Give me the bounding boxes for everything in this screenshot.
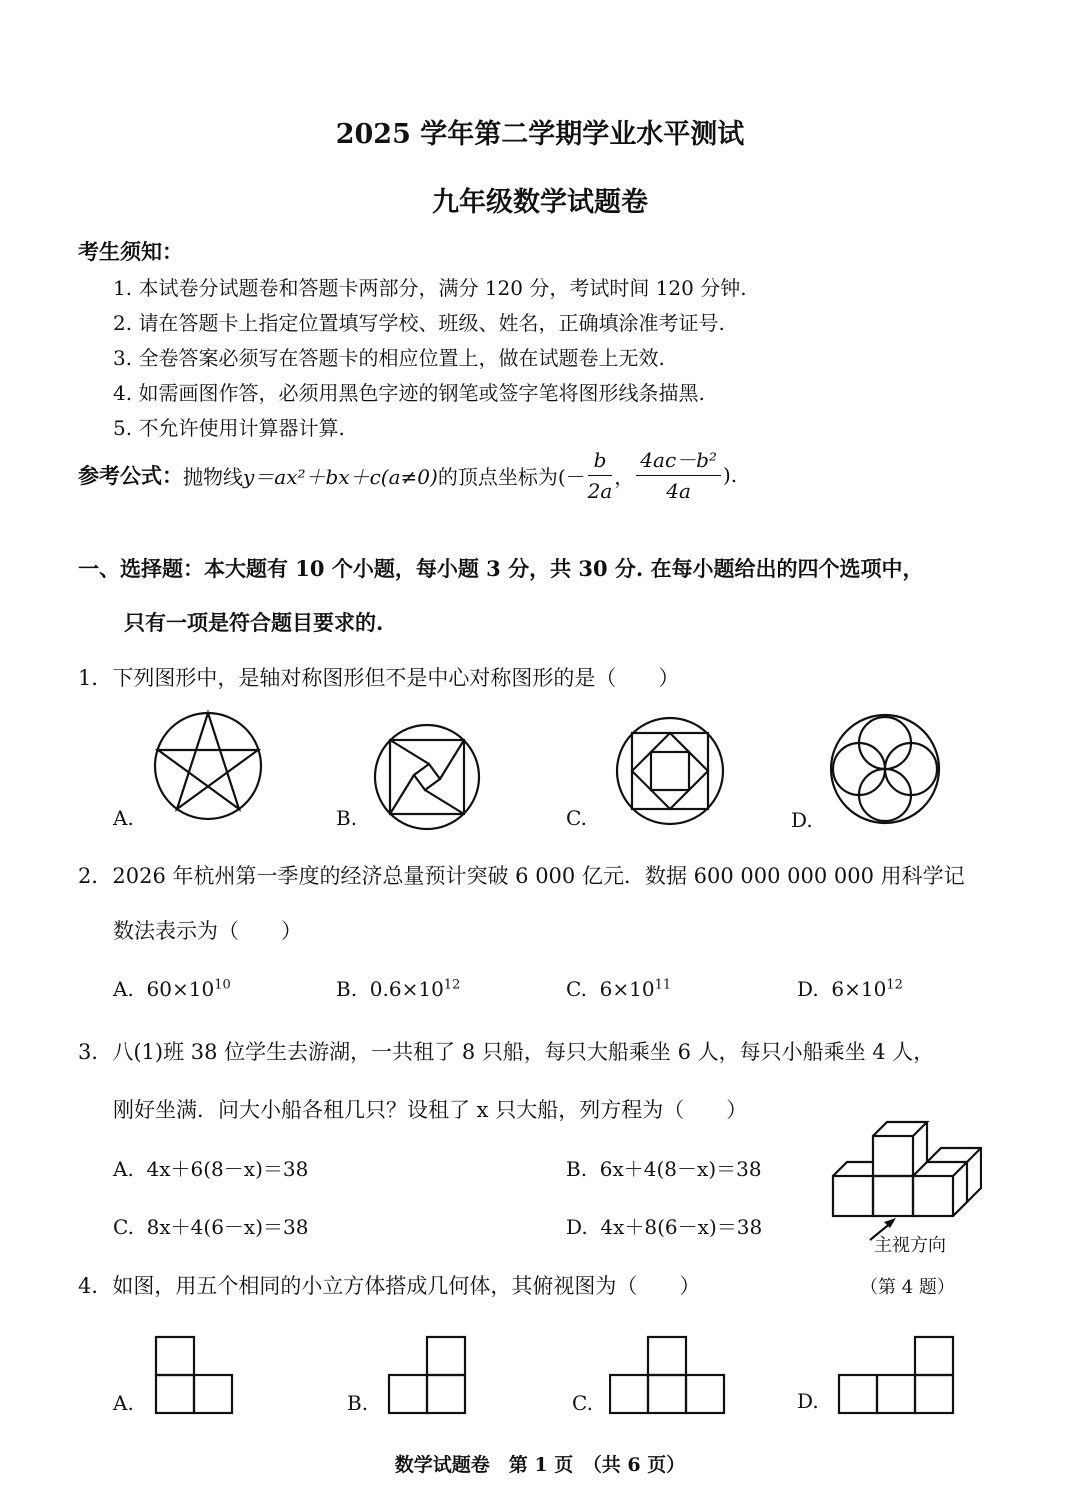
fraction-vertex-y bbox=[636, 445, 721, 506]
q4-option-d-top-view bbox=[836, 1334, 956, 1416]
option-expression: 4x＋8(6－x)＝38 bbox=[600, 1215, 763, 1239]
option-base: 6×10 bbox=[831, 977, 887, 1001]
q2-option-a bbox=[113, 977, 231, 1001]
q3-option-d bbox=[566, 1211, 762, 1240]
q1-figure-c-nested-squares bbox=[614, 715, 726, 827]
q4-option-b: B. bbox=[347, 1391, 369, 1415]
option-expression: 8x＋4(6－x)＝38 bbox=[146, 1215, 309, 1239]
option-letter: D. bbox=[566, 1215, 588, 1239]
reference-formula bbox=[78, 442, 737, 508]
question-3-line1: 3．八(1)班 38 位学生去游湖，一共租了 8 只船，每只大船乘坐 6 人，每只小船乘坐 4 人， bbox=[78, 1040, 935, 1064]
notice-item-5: 5. 不允许使用计算器计算. bbox=[113, 416, 345, 440]
formula-comma: ， bbox=[614, 464, 635, 489]
option-base: 0.6×10 bbox=[369, 977, 444, 1001]
notice-item-4: 4. 如需画图作答，必须用黑色字迹的钢笔或签字笔将图形线条描黑. bbox=[113, 381, 705, 405]
formula-text-mid: 的顶点坐标为(－ bbox=[437, 464, 586, 489]
q2-option-c bbox=[566, 977, 671, 1001]
fraction-numerator: b bbox=[588, 445, 613, 476]
q4-option-a-top-view bbox=[153, 1334, 235, 1416]
option-letter: C. bbox=[113, 1215, 134, 1239]
q4-figure-label: （第 4 题） bbox=[860, 1277, 955, 1298]
formula-equation: y＝ax²＋bx＋c(a≠0) bbox=[243, 464, 438, 489]
q4-option-d: D. bbox=[797, 1389, 819, 1413]
formula-label: 参考公式： bbox=[78, 463, 183, 488]
notice-item-3: 3. 全卷答案必须写在答题卡的相应位置上，做在试题卷上无效. bbox=[113, 346, 665, 370]
fraction-numerator: 4ac－b² bbox=[636, 445, 721, 476]
q1-option-b: B. bbox=[336, 806, 358, 830]
q1-option-c: C. bbox=[566, 806, 587, 830]
option-exponent: 12 bbox=[443, 977, 461, 993]
option-expression: 4x＋6(8－x)＝38 bbox=[146, 1157, 309, 1181]
option-letter: C. bbox=[566, 977, 587, 1001]
fraction-denominator: 4a bbox=[666, 478, 691, 503]
question-2-line1: 2．2026 年杭州第一季度的经济总量预计突破 6 000 亿元．数据 600 000 000 000 用科学记 bbox=[78, 864, 965, 888]
q1-option-a: A. bbox=[113, 806, 134, 830]
formula-text-pre: 抛物线 bbox=[183, 464, 243, 489]
notice-item-2: 2. 请在答题卡上指定位置填写学校、班级、姓名，正确填涂准考证号. bbox=[113, 311, 725, 335]
option-letter: D. bbox=[797, 977, 819, 1001]
fraction-denominator: 2a bbox=[587, 478, 613, 503]
q1-option-d: D. bbox=[791, 808, 813, 832]
formula-close: ). bbox=[722, 463, 738, 487]
option-exponent: 11 bbox=[654, 977, 672, 993]
section-heading-line2: 只有一项是符合题目要求的. bbox=[124, 610, 384, 635]
notice-item-1: 1. 本试卷分试题卷和答题卡两部分，满分 120 分，考试时间 120 分钟. bbox=[113, 276, 747, 300]
q4-figure-caption: 主视方向 bbox=[874, 1235, 946, 1256]
option-letter: B. bbox=[336, 977, 358, 1001]
option-letter: A. bbox=[113, 1157, 134, 1181]
q4-option-a: A. bbox=[113, 1391, 134, 1415]
q1-figure-a-star-in-circle bbox=[150, 708, 268, 826]
q4-option-c: C. bbox=[572, 1391, 593, 1415]
option-letter: B. bbox=[566, 1157, 588, 1181]
notice-label: 考生须知： bbox=[78, 239, 183, 264]
option-base: 60×10 bbox=[146, 977, 215, 1001]
exam-title: 2025 学年第二学期学业水平测试 bbox=[335, 119, 745, 150]
q1-figure-b-square-pinwheel bbox=[372, 722, 482, 832]
q4-cube-stack-figure bbox=[826, 1118, 982, 1244]
q3-option-b bbox=[566, 1153, 762, 1182]
q2-option-d bbox=[797, 977, 903, 1001]
fraction-b-over-2a bbox=[588, 445, 613, 506]
option-exponent: 12 bbox=[886, 977, 903, 993]
question-3-line2: 刚好坐满．问大小船各租几只？设租了 x 只大船，列方程为（ ） bbox=[113, 1098, 748, 1122]
section-heading-line1: 一、选择题：本大题有 10 个小题，每小题 3 分，共 30 分. 在每小题给出的四个选项中， bbox=[78, 556, 924, 581]
q3-option-c bbox=[113, 1211, 308, 1240]
option-exponent: 10 bbox=[214, 977, 231, 993]
option-base: 6×10 bbox=[599, 977, 655, 1001]
q4-option-c-top-view bbox=[609, 1334, 727, 1416]
page-footer: 数学试题卷 第 1 页 （共 6 页） bbox=[394, 1454, 686, 1476]
question-2-line2: 数法表示为（ ） bbox=[113, 919, 302, 943]
q3-option-a bbox=[113, 1153, 308, 1182]
question-1-stem: 1．下列图形中，是轴对称图形但不是中心对称图形的是（ ） bbox=[78, 666, 680, 690]
q2-option-b bbox=[336, 977, 460, 1001]
exam-subtitle: 九年级数学试题卷 bbox=[432, 187, 648, 218]
question-4-stem: 4．如图，用五个相同的小立方体搭成几何体，其俯视图为（ ） bbox=[78, 1274, 701, 1298]
q4-option-b-top-view bbox=[386, 1334, 468, 1416]
option-letter: A. bbox=[113, 977, 134, 1001]
option-expression: 6x＋4(8－x)＝38 bbox=[599, 1157, 762, 1181]
q1-figure-d-four-circles bbox=[828, 712, 943, 827]
